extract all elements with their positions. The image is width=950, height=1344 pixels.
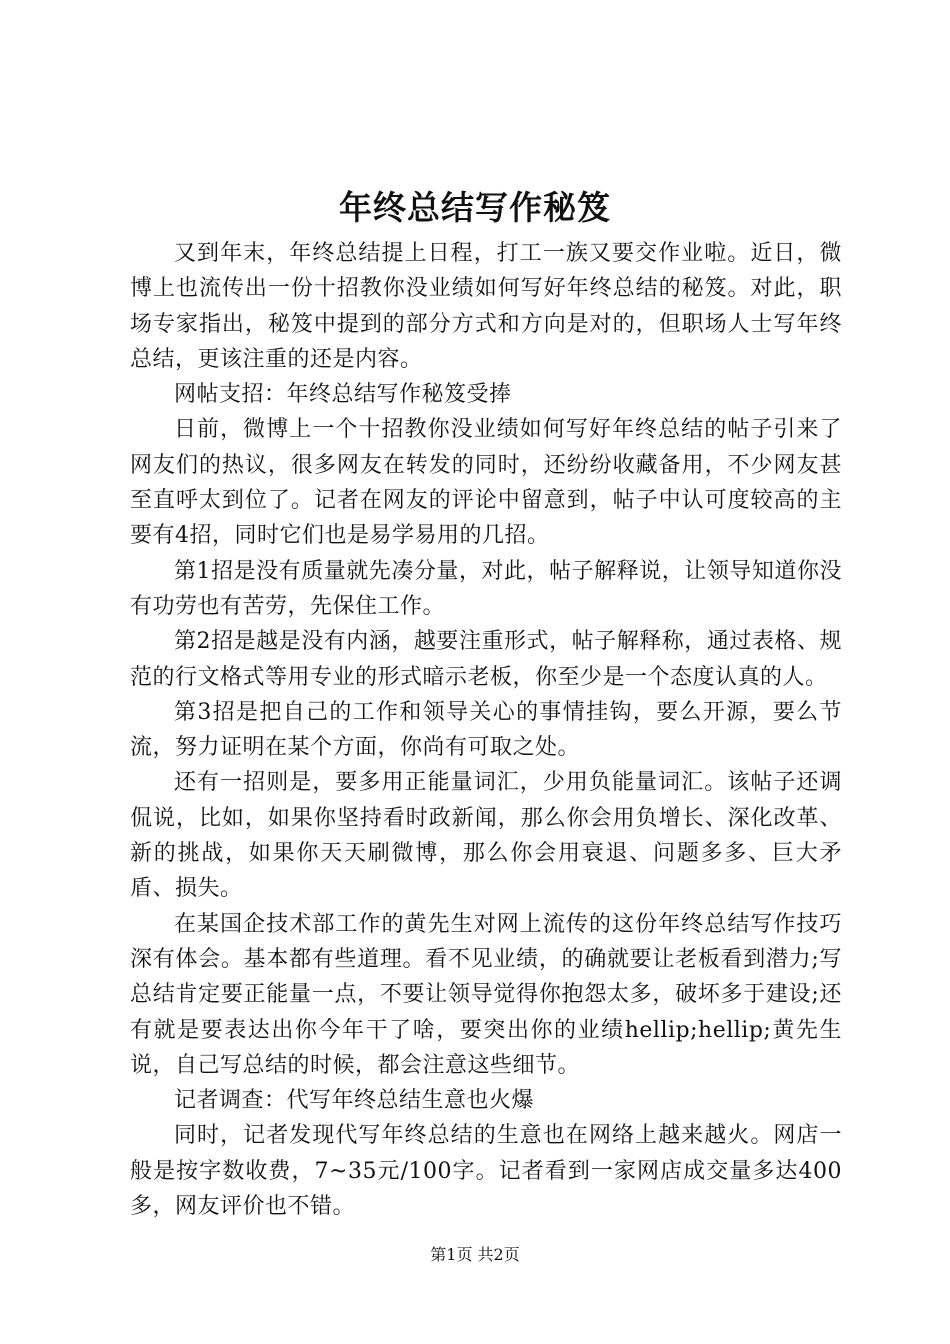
document-body — [130, 236, 842, 1224]
paragraph: 还有一招则是，要多用正能量词汇，少用负能量词汇。该帖子还调侃说，比如，如果你坚持看时政新闻，那么你会用负增长、深化改革、新的挑战，如果你天天刷微博，那么你会用衰退、问题多多、巨大矛盾、损失。 — [130, 770, 842, 902]
paragraph: 第2招是越是没有内涵，越要注重形式，帖子解释称，通过表格、规范的行文格式等用专业的形式暗示老板，你至少是一个态度认真的人。 — [130, 629, 842, 690]
page-footer: 第1页 共2页 — [430, 1245, 520, 1264]
section-heading: 网帖支招：年终总结写作秘笈受捧 — [174, 382, 512, 408]
section-heading: 记者调查：代写年终总结生意也火爆 — [174, 1088, 535, 1114]
paragraph: 在某国企技术部工作的黄先生对网上流传的这份年终总结写作技巧深有体会。基本都有些道理。看不见业绩，的确就要让老板看到潜力;写总结肯定要正能量一点，不要让领导觉得你抱怨太多，破坏多于建设;还有就是要表达出你今年干了啥，要突出你的业绩hellip;hellip;黄先生说，自己写总结的时候，都会注意这些细节。 — [130, 911, 842, 1078]
paragraph: 第3招是把自己的工作和领导关心的事情挂钩，要么开源，要么节流，努力证明在某个方面，你尚有可取之处。 — [130, 699, 842, 761]
document-title: 年终总结写作秘笈 — [339, 188, 611, 227]
paragraph: 第1招是没有质量就先凑分量，对此，帖子解释说，让领导知道你没有功劳也有苦劳，先保住工作。 — [130, 558, 842, 619]
paragraph: 又到年末，年终总结提上日程，打工一族又要交作业啦。近日，微博上也流传出一份十招教你没业绩如何写好年终总结的秘笈。对此，职场专家指出，秘笈中提到的部分方式和方向是对的，但职场人士写年终总结，更该注重的还是内容。 — [130, 241, 842, 372]
paragraph: 日前，微博上一个十招教你没业绩如何写好年终总结的帖子引来了网友们的热议，很多网友在转发的同时，还纷纷收藏备用，不少网友甚至直呼太到位了。记者在网友的评论中留意到，帖子中认可度较高的主要有4招，同时它们也是易学易用的几招。 — [130, 417, 842, 549]
paragraph: 同时，记者发现代写年终总结的生意也在网络上越来越火。网店一般是按字数收费，7~35元/100字。记者看到一家网店成交量多达400多，网友评价也不错。 — [130, 1123, 842, 1220]
